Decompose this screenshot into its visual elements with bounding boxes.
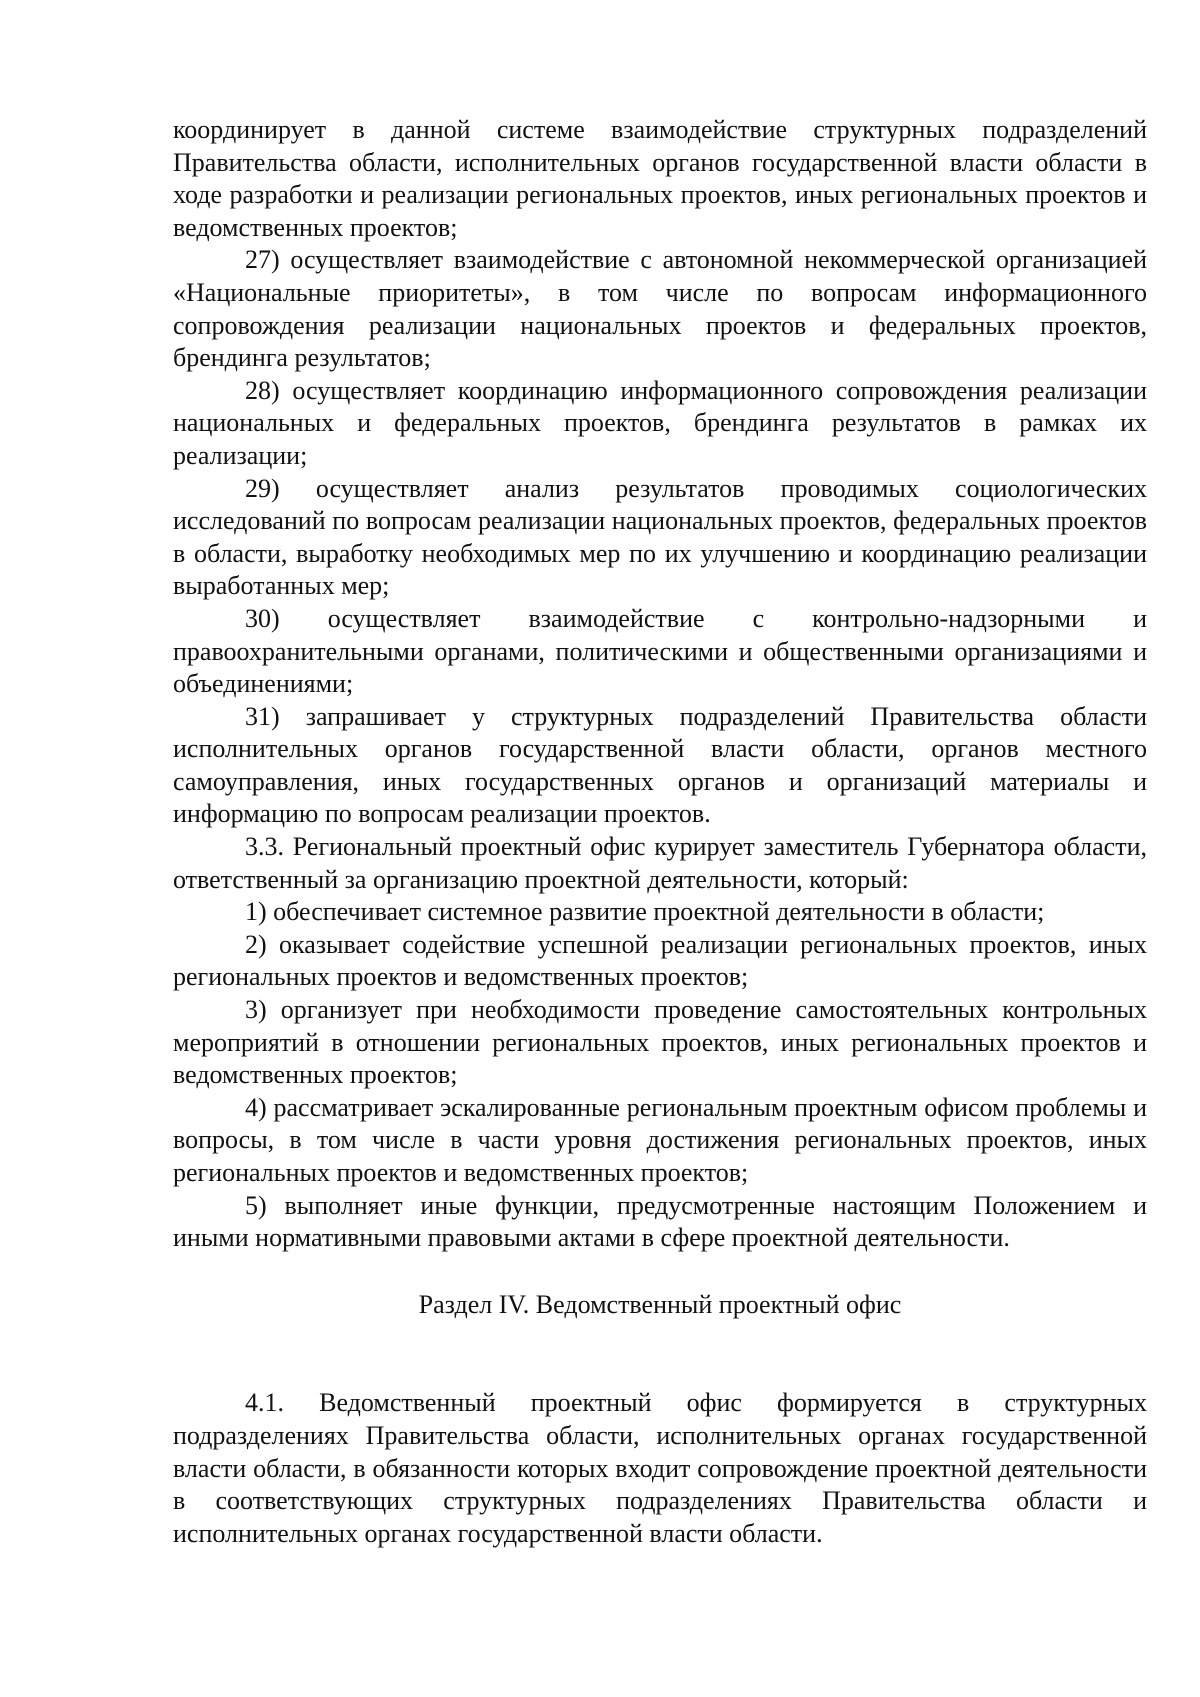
paragraph-item-31: 31) запрашивает у структурных подразделений Правительства области исполнительных органов государственной власти области, органов местного самоуправления, иных государственных органов и организаций материалы и информацию по вопросам реализации проектов. <box>173 701 1147 829</box>
document-page <box>173 114 1147 1550</box>
paragraph-subitem-4: 4) рассматривает эскалированные региональным проектным офисом проблемы и вопросы, в том числе в части уровня достижения региональных проектов, иных региональных проектов и ведомственных проектов; <box>173 1092 1147 1187</box>
paragraph-subitem-1: 1) обеспечивает системное развитие проектной деятельности в области; <box>245 897 1045 927</box>
paragraph-4-1: 4.1. Ведомственный проектный офис формируется в структурных подразделениях Правительства области, исполнительных органах государственной власти области, в обязанности которых входит сопровождение проектной деятельности в соответствующих структурных подразделениях Правительства области и исполнительных органах государственной власти области. <box>173 1388 1147 1548</box>
paragraph-item-29: 29) осуществляет анализ результатов проводимых социологических исследований по вопросам реализации национальных проектов, федеральных проектов в области, выработку необходимых мер по их улучшению и координацию реализации выработанных мер; <box>173 473 1147 601</box>
paragraph-subitem-3: 3) организует при необходимости проведение самостоятельных контрольных мероприятий в отношении региональных проектов, иных региональных проектов и ведомственных проектов; <box>173 995 1147 1090</box>
spacer <box>173 1321 1147 1387</box>
paragraph-continuation: координирует в данной системе взаимодействие структурных подразделений Правительства области, исполнительных органов государственной власти области в ходе разработки и реализации региональных проектов, иных региональных проектов и ведомственных проектов; <box>173 115 1147 242</box>
section-heading: Раздел IV. Ведомственный проектный офис <box>418 1289 902 1319</box>
paragraph-subitem-2: 2) оказывает содействие успешной реализации региональных проектов, иных региональных проектов и ведомственных проектов; <box>173 929 1147 992</box>
paragraph-item-30: 30) осуществляет взаимодействие с контрольно-надзорными и правоохранительными органами, политическими и общественными организациями и объединениями; <box>173 603 1147 699</box>
paragraph-3-3: 3.3. Региональный проектный офис курирует заместитель Губернатора области, ответственный за организацию проектной деятельности, который: <box>173 832 1147 894</box>
paragraph-item-27: 27) осуществляет взаимодействие с автономной некоммерческой организацией «Национальные приоритеты», в том числе по вопросам информационного сопровождения реализации национальных проектов и федеральных проектов, брендинга результатов; <box>173 245 1147 373</box>
paragraph-item-28: 28) осуществляет координацию информационного сопровождения реализации национальных и федеральных проектов, брендинга результатов в рамках их реализации; <box>173 375 1147 470</box>
spacer <box>173 1255 1147 1289</box>
paragraph-subitem-5: 5) выполняет иные функции, предусмотренные настоящим Положением и иными нормативными правовыми актами в сфере проектной деятельности. <box>173 1190 1147 1253</box>
